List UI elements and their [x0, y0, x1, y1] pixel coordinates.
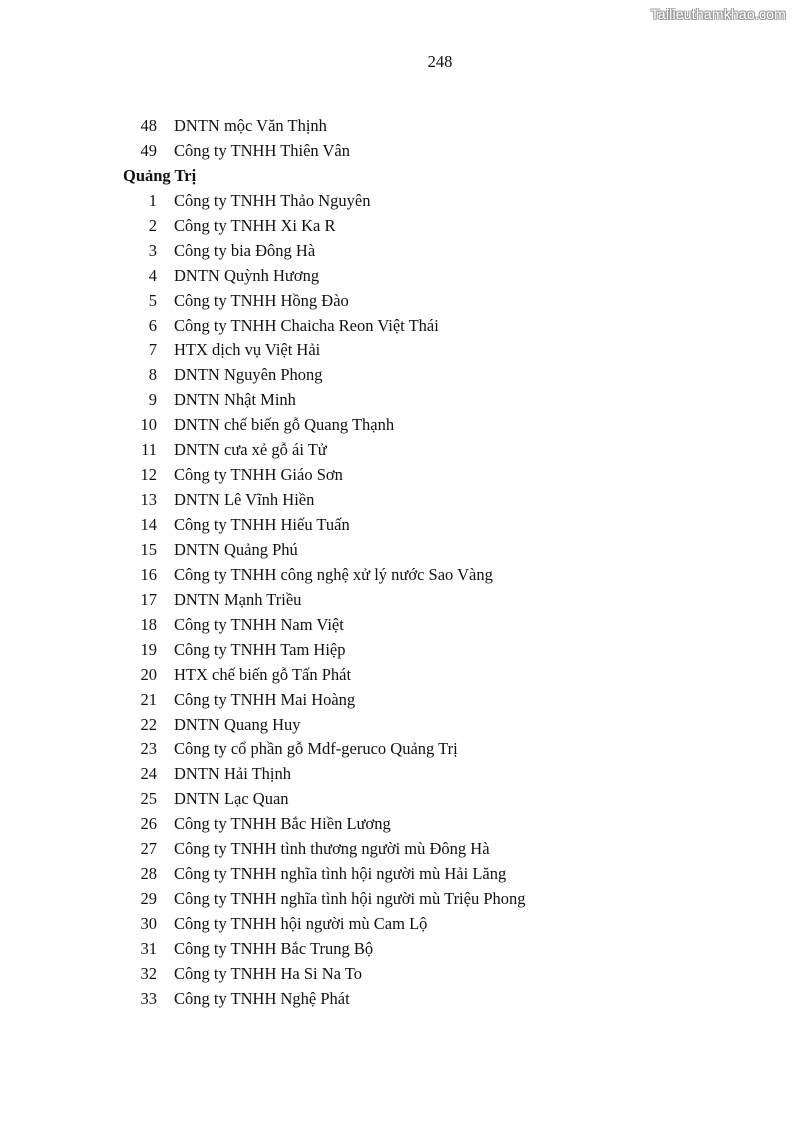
company-name: DNTN Quang Huy: [174, 714, 301, 734]
company-name: Công ty TNHH Hiếu Tuấn: [174, 515, 350, 534]
item-number: 48: [140, 116, 157, 135]
item-number: 28: [140, 864, 157, 884]
item-number: 33: [140, 988, 157, 1008]
list-item: [0, 289, 794, 314]
item-number: 49: [140, 140, 157, 160]
company-list: [0, 114, 794, 1012]
company-name: DNTN chế biến gỗ Quang Thạnh: [174, 415, 395, 435]
list-item: [0, 388, 794, 413]
list-item: [0, 962, 794, 987]
company-name: Công ty TNHH Tam Hiệp: [174, 639, 346, 659]
company-name: DNTN Nhật Minh: [174, 390, 296, 410]
list-item: [0, 438, 794, 463]
company-name: DNTN mộc Văn Thịnh: [174, 116, 327, 135]
list-item: [0, 663, 794, 688]
item-number: 22: [140, 714, 157, 734]
company-name: Công ty TNHH Chaicha Reon Việt Thái: [174, 315, 439, 335]
list-item: [0, 114, 794, 139]
company-name: DNTN cưa xẻ gỗ ái Tử: [174, 440, 327, 460]
company-name: Công ty TNHH Hồng Đào: [174, 290, 349, 310]
company-name: Công ty TNHH Bắc Hiền Lương: [174, 814, 391, 834]
list-item: [0, 737, 794, 762]
list-item: [0, 338, 794, 363]
company-name: Công ty TNHH Thảo Nguyên: [174, 190, 371, 210]
item-number: 3: [148, 240, 157, 260]
company-name: Công ty TNHH Thiên Vân: [174, 140, 350, 160]
item-number: 17: [140, 589, 157, 609]
item-number: 31: [140, 938, 157, 958]
company-name: Công ty TNHH Nam Việt: [174, 614, 344, 634]
item-number: 16: [140, 564, 157, 584]
list-item: [0, 762, 794, 787]
item-number: 2: [148, 215, 157, 235]
item-number: 12: [140, 465, 157, 485]
watermark: Tailieuthamkhao.com: [650, 6, 786, 22]
item-number: 6: [148, 315, 157, 335]
company-name: DNTN Quỳnh Hương: [174, 265, 320, 285]
list-item: [0, 887, 794, 912]
item-number: 18: [140, 614, 157, 634]
item-number: 29: [140, 889, 157, 909]
list-item: [0, 688, 794, 713]
list-item: [0, 413, 794, 438]
item-number: 27: [140, 839, 157, 859]
item-number: 13: [140, 490, 157, 510]
company-name: Công ty TNHH nghĩa tình hội người mù Triệu Phong: [174, 889, 526, 909]
page-number: 248: [427, 52, 453, 71]
list-item: [0, 264, 794, 289]
item-number: 1: [148, 190, 157, 210]
list-item: [0, 314, 794, 339]
list-item: [0, 563, 794, 588]
list-item: [0, 713, 794, 738]
company-name: Công ty TNHH Mai Hoàng: [174, 689, 356, 709]
list-item: [0, 214, 794, 239]
list-item: [0, 837, 794, 862]
list-item: [0, 812, 794, 837]
list-item: [0, 538, 794, 563]
item-number: 26: [140, 814, 157, 834]
item-number: 7: [148, 340, 157, 360]
item-number: 8: [148, 365, 157, 385]
company-name: Công ty bia Đông Hà: [174, 240, 316, 260]
item-number: 32: [140, 963, 157, 983]
item-number: 4: [148, 265, 157, 285]
company-name: Công ty TNHH tình thương người mù Đông Hà: [174, 839, 490, 859]
list-item: [0, 987, 794, 1012]
item-number: 9: [148, 390, 157, 410]
company-name: HTX dịch vụ Việt Hải: [174, 340, 321, 360]
list-item: [0, 862, 794, 887]
item-number: 10: [140, 415, 157, 435]
list-item: [0, 189, 794, 214]
company-name: Công ty TNHH nghĩa tình hội người mù Hải Lăng: [174, 864, 507, 884]
company-name: Công ty TNHH công nghệ xử lý nước Sao Vàng: [174, 564, 493, 584]
company-name: DNTN Lê Vĩnh Hiền: [174, 490, 315, 510]
company-name: HTX chế biến gỗ Tấn Phát: [174, 664, 352, 684]
item-number: 14: [140, 515, 157, 534]
company-name: DNTN Lạc Quan: [174, 789, 289, 809]
company-name: Công ty TNHH Ha Si Na To: [174, 963, 362, 983]
list-item: [0, 363, 794, 388]
list-item: [0, 488, 794, 513]
company-name: DNTN Hải Thịnh: [174, 764, 292, 784]
province-heading: Quảng Trị: [123, 165, 197, 185]
item-number: 15: [140, 539, 157, 559]
item-number: 21: [140, 689, 157, 709]
list-item: [0, 937, 794, 962]
list-item: [0, 787, 794, 812]
company-name: Công ty TNHH hội người mù Cam Lộ: [174, 914, 428, 933]
list-item: [0, 463, 794, 488]
item-number: 19: [140, 639, 157, 659]
list-item: [0, 613, 794, 638]
item-number: 11: [141, 440, 157, 460]
list-item: [0, 912, 794, 937]
list-item: [0, 638, 794, 663]
item-number: 23: [140, 739, 157, 759]
company-name: Công ty TNHH Nghệ Phát: [174, 988, 350, 1008]
item-number: 24: [140, 764, 157, 784]
item-number: 25: [140, 789, 157, 809]
list-item: [0, 139, 794, 164]
item-number: 30: [140, 914, 157, 933]
list-item: [0, 239, 794, 264]
list-item: [0, 588, 794, 613]
list-item: [0, 513, 794, 538]
company-name: Công ty TNHH Xi Ka R: [174, 215, 336, 235]
item-number: 20: [140, 664, 157, 684]
company-name: Công ty cổ phần gỗ Mdf-geruco Quảng Trị: [174, 739, 458, 759]
item-number: 5: [148, 290, 157, 310]
company-name: Công ty TNHH Bắc Trung Bộ: [174, 938, 374, 958]
company-name: DNTN Nguyên Phong: [174, 365, 323, 385]
company-name: DNTN Quảng Phú: [174, 539, 298, 559]
company-name: Công ty TNHH Giáo Sơn: [174, 465, 343, 485]
company-name: DNTN Mạnh Triều: [174, 589, 302, 609]
